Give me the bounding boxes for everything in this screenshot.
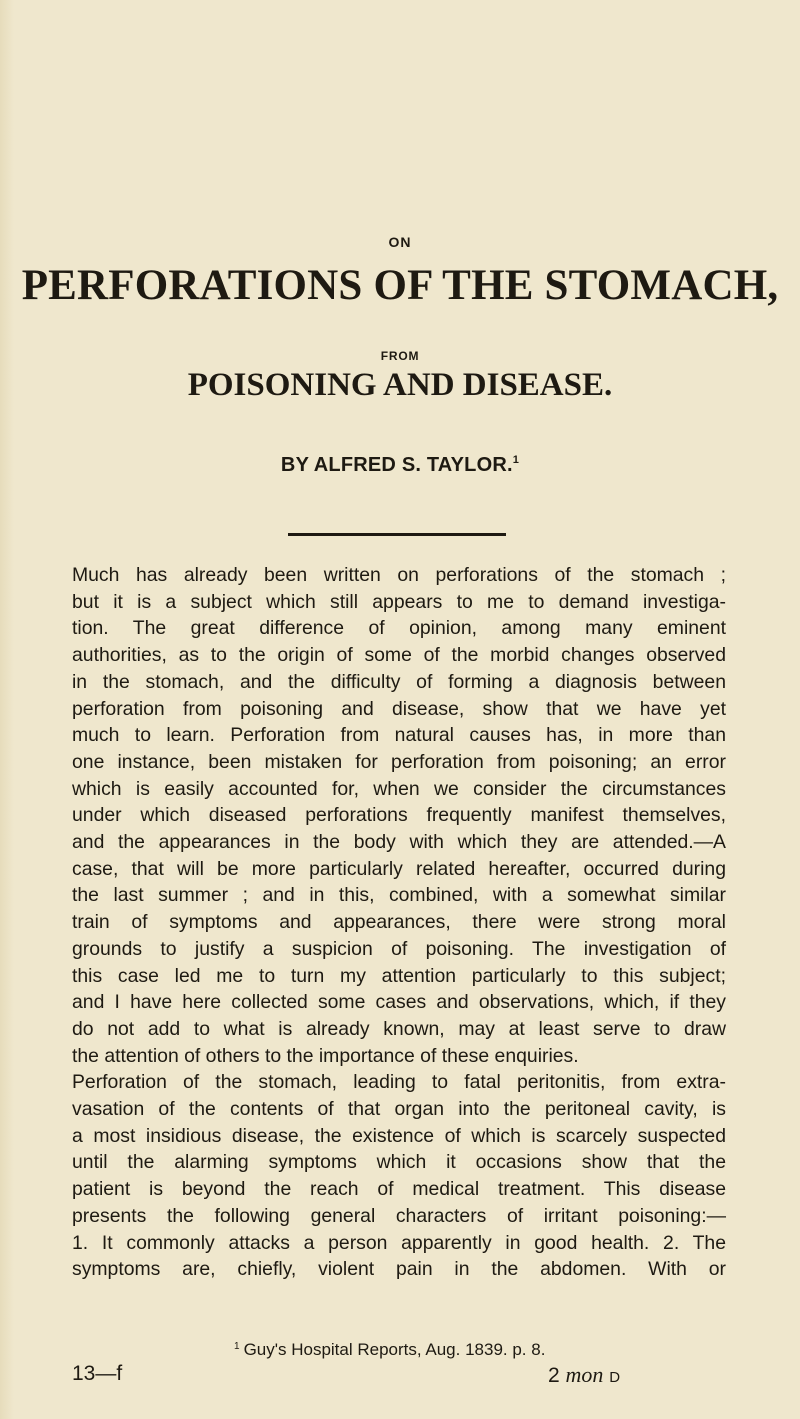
- text-line: which is easily accounted for, when we consider the circumstances: [72, 777, 726, 800]
- article-subtitle: POISONING AND DISEASE.: [187, 367, 613, 403]
- text-line: and I have here collected some cases and observations, which, if they: [72, 991, 726, 1014]
- text-line: do not add to what is already known, may at least serve to draw: [72, 1017, 726, 1040]
- text-line: until the alarming symptoms which it occasions show that the: [72, 1151, 726, 1174]
- text-line: but it is a subject which still appears to me to demand investiga-: [72, 590, 726, 613]
- text-line: one instance, been mistaken for perforation from poisoning; an error: [72, 750, 726, 773]
- text-line: Much has already been written on perforations of the stomach ;: [72, 564, 726, 586]
- signature-letter: D: [609, 1369, 621, 1386]
- body-text: [72, 562, 726, 1283]
- title-divider-rule: [288, 533, 506, 536]
- printer-signature-right: [548, 1362, 620, 1388]
- footnote: [234, 1340, 545, 1360]
- text-line: the last summer ; and in this, combined, with a somewhat similar: [72, 884, 726, 907]
- footnote-marker: 1: [512, 454, 520, 466]
- text-line: presents the following general characters of irritant poisoning:—: [72, 1204, 726, 1227]
- from-label: FROM: [380, 349, 420, 363]
- text-line: in the stomach, and the difficulty of forming a diagnosis between: [72, 670, 726, 693]
- text-line: tion. The great difference of opinion, among many eminent: [72, 617, 726, 640]
- text-line: grounds to justify a suspicion of poisoning. The investigation of: [72, 937, 726, 960]
- printer-signature-left: 13—f: [72, 1362, 123, 1385]
- text-line: perforation from poisoning and disease, show that we have yet: [72, 697, 726, 720]
- signature-number: 2: [548, 1364, 560, 1387]
- text-line: Perforation of the stomach, leading to fatal peritonitis, from extra-: [72, 1071, 726, 1094]
- text-line: the attention of others to the importance of these enquiries.: [72, 1044, 579, 1067]
- article-title: PERFORATIONS OF THE STOMACH,: [21, 262, 779, 309]
- text-line: 1. It commonly attacks a person apparently in good health. 2. The: [72, 1231, 726, 1254]
- text-line: train of symptoms and appearances, there were strong moral: [72, 911, 726, 934]
- text-line: a most insidious disease, the existence of which is scarcely suspected: [72, 1124, 726, 1147]
- text-line: vasation of the contents of that organ into the peritoneal cavity, is: [72, 1098, 726, 1121]
- text-line: and the appearances in the body with which they are attended.—A: [72, 831, 726, 854]
- text-line: symptoms are, chiefly, violent pain in the abdomen. With or: [72, 1258, 726, 1281]
- footnote-text: Guy's Hospital Reports, Aug. 1839. p. 8.: [243, 1340, 546, 1359]
- on-label: ON: [388, 234, 412, 250]
- text-line: patient is beyond the reach of medical treatment. This disease: [72, 1178, 726, 1201]
- text-line: case, that will be more particularly related hereafter, occurred during: [72, 857, 726, 880]
- author-byline: [0, 454, 800, 477]
- signature-word: mon: [565, 1362, 604, 1387]
- text-line: this case led me to turn my attention particularly to this subject;: [72, 964, 726, 987]
- footnote-number: 1: [234, 1341, 240, 1352]
- text-line: much to learn. Perforation from natural causes has, in more than: [72, 724, 726, 747]
- text-line: under which diseased perforations frequently manifest themselves,: [72, 804, 726, 827]
- text-line: authorities, as to the origin of some of the morbid changes observed: [72, 644, 726, 667]
- author-name: BY ALFRED S. TAYLOR.: [280, 454, 513, 476]
- page-edge-shadow: [0, 0, 14, 1419]
